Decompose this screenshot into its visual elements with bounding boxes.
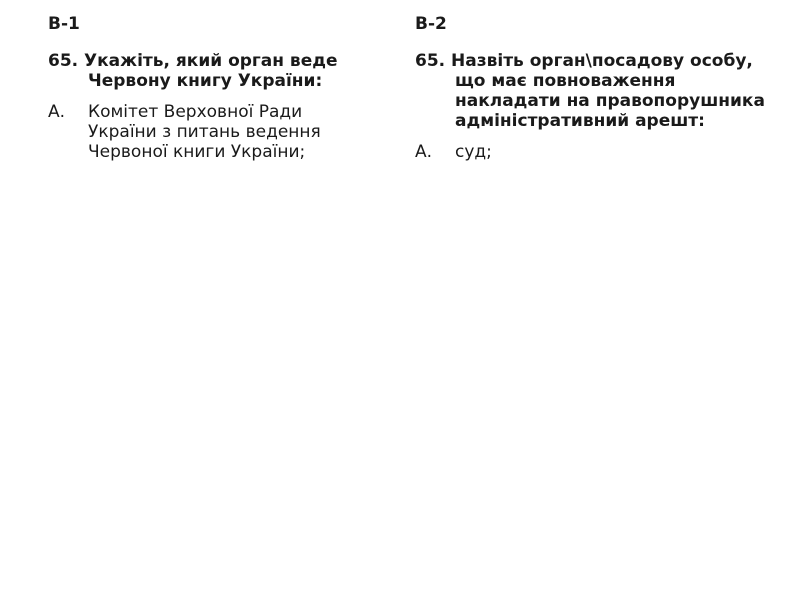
variant-2-heading: В-2	[415, 14, 447, 34]
variant-1-answer	[48, 102, 368, 162]
variant-2-answer-text: суд;	[455, 142, 492, 162]
variant-1-answer-letter: А.	[48, 102, 66, 122]
variant-2-answer	[415, 142, 765, 162]
variant-1-question: 65. Укажіть, який орган веде Червону книгу України:	[48, 51, 338, 91]
variant-1-column	[48, 14, 368, 162]
variant-2-answer-letter: А.	[415, 142, 433, 162]
variant-2-question: 65. Назвіть орган\посадову особу, що має повноваження накладати на правопорушника адміністративний арешт:	[415, 51, 765, 131]
variant-2-column	[415, 14, 765, 162]
variant-1-answer-text: Комітет Верховної Ради України з питань ведення Червоної книги України;	[88, 102, 321, 162]
variant-1-heading: В-1	[48, 14, 80, 34]
